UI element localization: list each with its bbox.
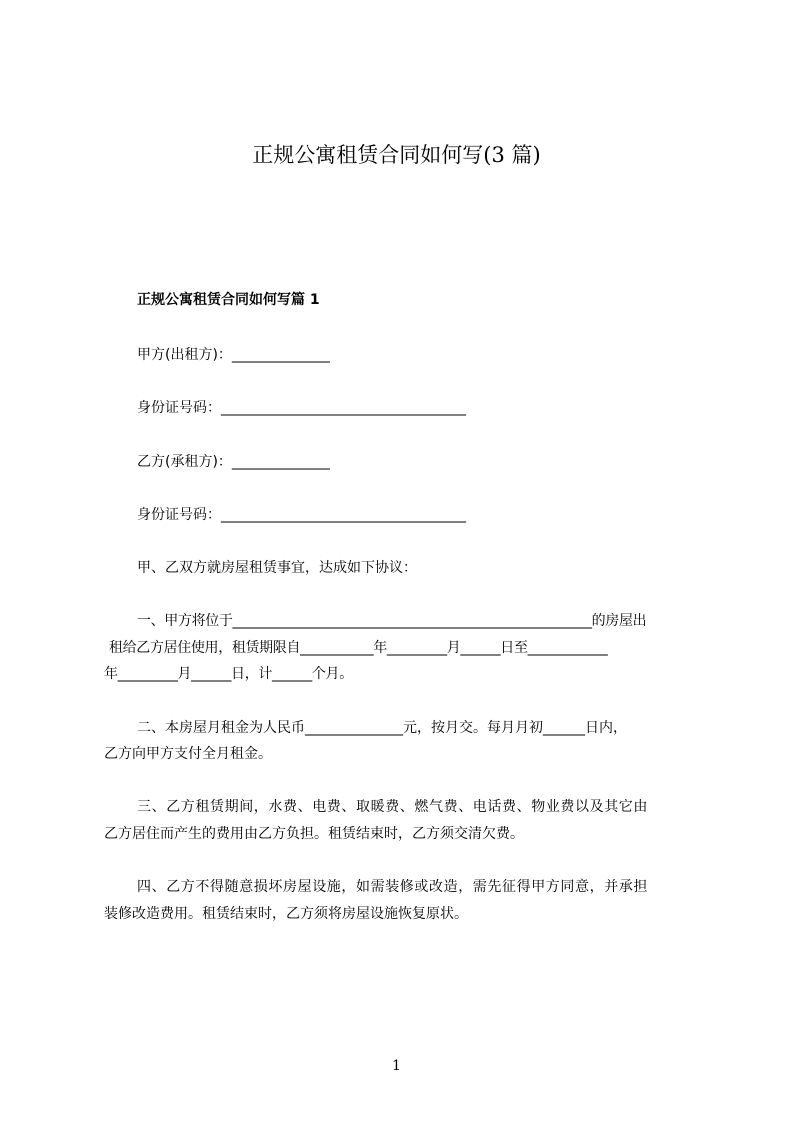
agreement-intro: 甲、乙双方就房屋租赁事宜，达成如下协议： [137, 560, 417, 576]
document-title: 正规公寓租赁合同如何写(3 篇) [252, 143, 541, 167]
clause-4-line-1: 四、乙方不得随意损坏房屋设施，如需装修或改造，需先征得甲方同意，并承担 [137, 879, 648, 895]
clause-3-line-1: 三、乙方租赁期间，水费、电费、取暖费、燃气费、电话费、物业费以及其它由 [137, 799, 648, 815]
section-heading: 正规公寓租赁合同如何写篇 1 [137, 292, 320, 308]
party-a-id-line: 身份证号码：___________________________________ [137, 400, 466, 416]
party-b-id-line: 身份证号码：___________________________________ [137, 507, 466, 523]
page-number: 1 [392, 1058, 401, 1074]
clause-2-line-2: 乙方向甲方支付全月租金。 [104, 746, 272, 762]
clause-3-line-2: 乙方居住而产生的费用由乙方负担。租赁结束时，乙方须交清欠费。 [104, 826, 524, 842]
party-a-line: 甲方(出租方)：______________ [137, 347, 330, 363]
clause-1-line-2: 租给乙方居住使用，租赁期限自___________年_________月______日至____________ [109, 640, 608, 656]
clause-1-line-3: 年_________月______日，计______个月。 [104, 666, 353, 682]
clause-1-line-1: 一、甲方将位于______________________________________________________的房屋出 [137, 613, 647, 629]
clause-4-line-2: 装修改造费用。租赁结束时，乙方须将房屋设施恢复原状。 [104, 906, 468, 922]
party-b-line: 乙方(承租方)：______________ [137, 454, 330, 470]
clause-2-line-1: 二、本房屋月租金为人民币______________元，按月交。每月月初______日内， [137, 720, 627, 736]
